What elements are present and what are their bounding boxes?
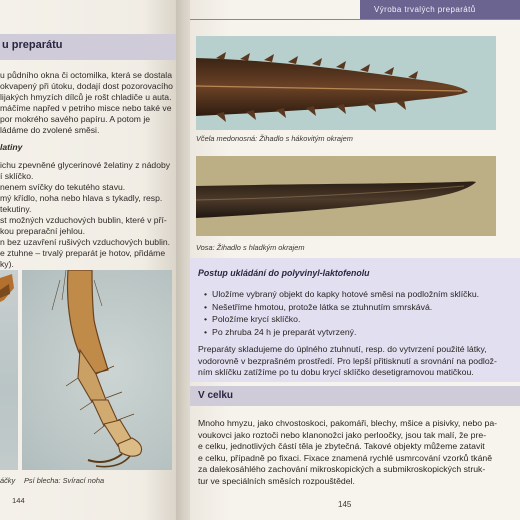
photo-partial: [0, 270, 18, 470]
text-line: kou preparační jehlou.: [0, 226, 86, 236]
page-number: 145: [338, 500, 352, 509]
text-line: Preparáty skladujeme do úplného ztuhnutí, resp. do vytvrzení použité látky,: [198, 344, 487, 354]
figure-caption: Psí blecha: Svírací noha: [24, 476, 105, 485]
text-line: e ztuhne – trvalý preparát je hotov, přidáme: [0, 248, 166, 258]
text-line: ládáme do zvolené směsi.: [0, 125, 100, 135]
text-line: mý křídlo, noha nebo hlava s tykadly, resp.: [0, 193, 163, 203]
text-line: máčíme napřed v petriho misce nebo také ve: [0, 103, 172, 113]
subheading: latiny: [0, 142, 23, 152]
text-line: n bez uzavření rušivých vzduchových bublin.: [0, 237, 171, 247]
text-line: st možných vzduchových bublin, které v pří-: [0, 215, 167, 225]
text-line: ním sklíčku zatížíme po tu dobu krycí sklíčko desetigramovou matičkou.: [198, 367, 474, 378]
list-item: • Uložíme vybraný objekt do kapky hotové směsi na podložním sklíčku.: [204, 288, 479, 301]
text-line: okvapený při útoku, dodají dost pozorovacího: [0, 81, 173, 91]
text-line: e celku, jednotlivých částí těla je zbytečná. Takové objekty můžeme zatavit: [198, 441, 485, 452]
text-line: e celku, případně po fixaci. Fixace znamená rychlé usmrcování vzorků tkáně: [198, 452, 493, 463]
section-heading-band: [190, 386, 520, 406]
text-line: por mokrého savého papíru. A potom je: [0, 114, 151, 124]
text-line: za dalekosáhlého zachování mikroskopických a submikroskopických struk-: [198, 464, 486, 475]
text-line: Mnoho hmyzu, jako chvostoskoci, pakomáři, blechy, mšice a pisivky, nebo pa-: [198, 418, 498, 428]
figure-caption: Vosa: Žihadlo s hladkým okrajem: [196, 243, 305, 252]
text-line: ichu zpevněné glycerinové želatiny z nádoby: [0, 160, 171, 170]
flea-leg-image: [22, 270, 172, 470]
box-paragraph: [198, 344, 497, 379]
text-line: lijakých hmyzích dílců je rošt chladiče u auta.: [0, 92, 172, 102]
running-head-text: Výroba trvalých preparátů: [374, 5, 476, 14]
text-line: voukovci jako roztoči nebo klanonožci jako perloočky, jsou tak malí, že pre-: [198, 429, 487, 440]
left-page: [0, 0, 178, 520]
wasp-stinger-image: [196, 156, 496, 236]
text-line: tur ve speciálních směsích rozpouštědel.: [198, 475, 355, 486]
wasp-stinger-photo: [196, 156, 496, 236]
text-line: vodorovně v bezprašném prostředí. Pro lepší přitisknutí a srovnání na podlož-: [198, 355, 497, 366]
list-item: • Nešetříme hmotou, protože látka se ztuhnutím smrskává.: [204, 301, 479, 314]
text-line: í sklíčko.: [0, 171, 34, 181]
section-heading: V celku: [198, 390, 234, 401]
bee-stinger-image: [196, 36, 496, 130]
right-page: [190, 0, 520, 520]
text-line: nenem svíčky do tekutého stavu.: [0, 182, 126, 192]
figure-caption: Včela medonosná: Žihadlo s hákovitým okrajem: [196, 134, 353, 143]
list-item: • Po zhruba 24 h je preparát vytvrzený.: [204, 326, 479, 339]
text-line: u půdního okna či octomilka, která se dostala: [0, 70, 172, 80]
bee-stinger-photo: [196, 36, 496, 130]
flea-leg-photo: [22, 270, 172, 470]
body-paragraph: [198, 418, 497, 488]
divider: [190, 19, 520, 20]
section-heading-band: [0, 34, 178, 60]
running-head: [360, 0, 520, 20]
section-heading: u preparátu: [2, 39, 63, 51]
box-title: Postup ukládání do polyvinyl-laktofenolu: [198, 268, 370, 278]
figure-caption: áčky: [0, 476, 16, 485]
text-line: tekutiny.: [0, 204, 32, 214]
procedure-box: [190, 258, 520, 382]
list-item: • Položíme krycí sklíčko.: [204, 313, 479, 326]
page-number: 144: [12, 496, 25, 505]
procedure-steps: [204, 288, 479, 338]
insect-leg-fragment: [0, 270, 18, 470]
text-line: ky).: [0, 259, 14, 269]
